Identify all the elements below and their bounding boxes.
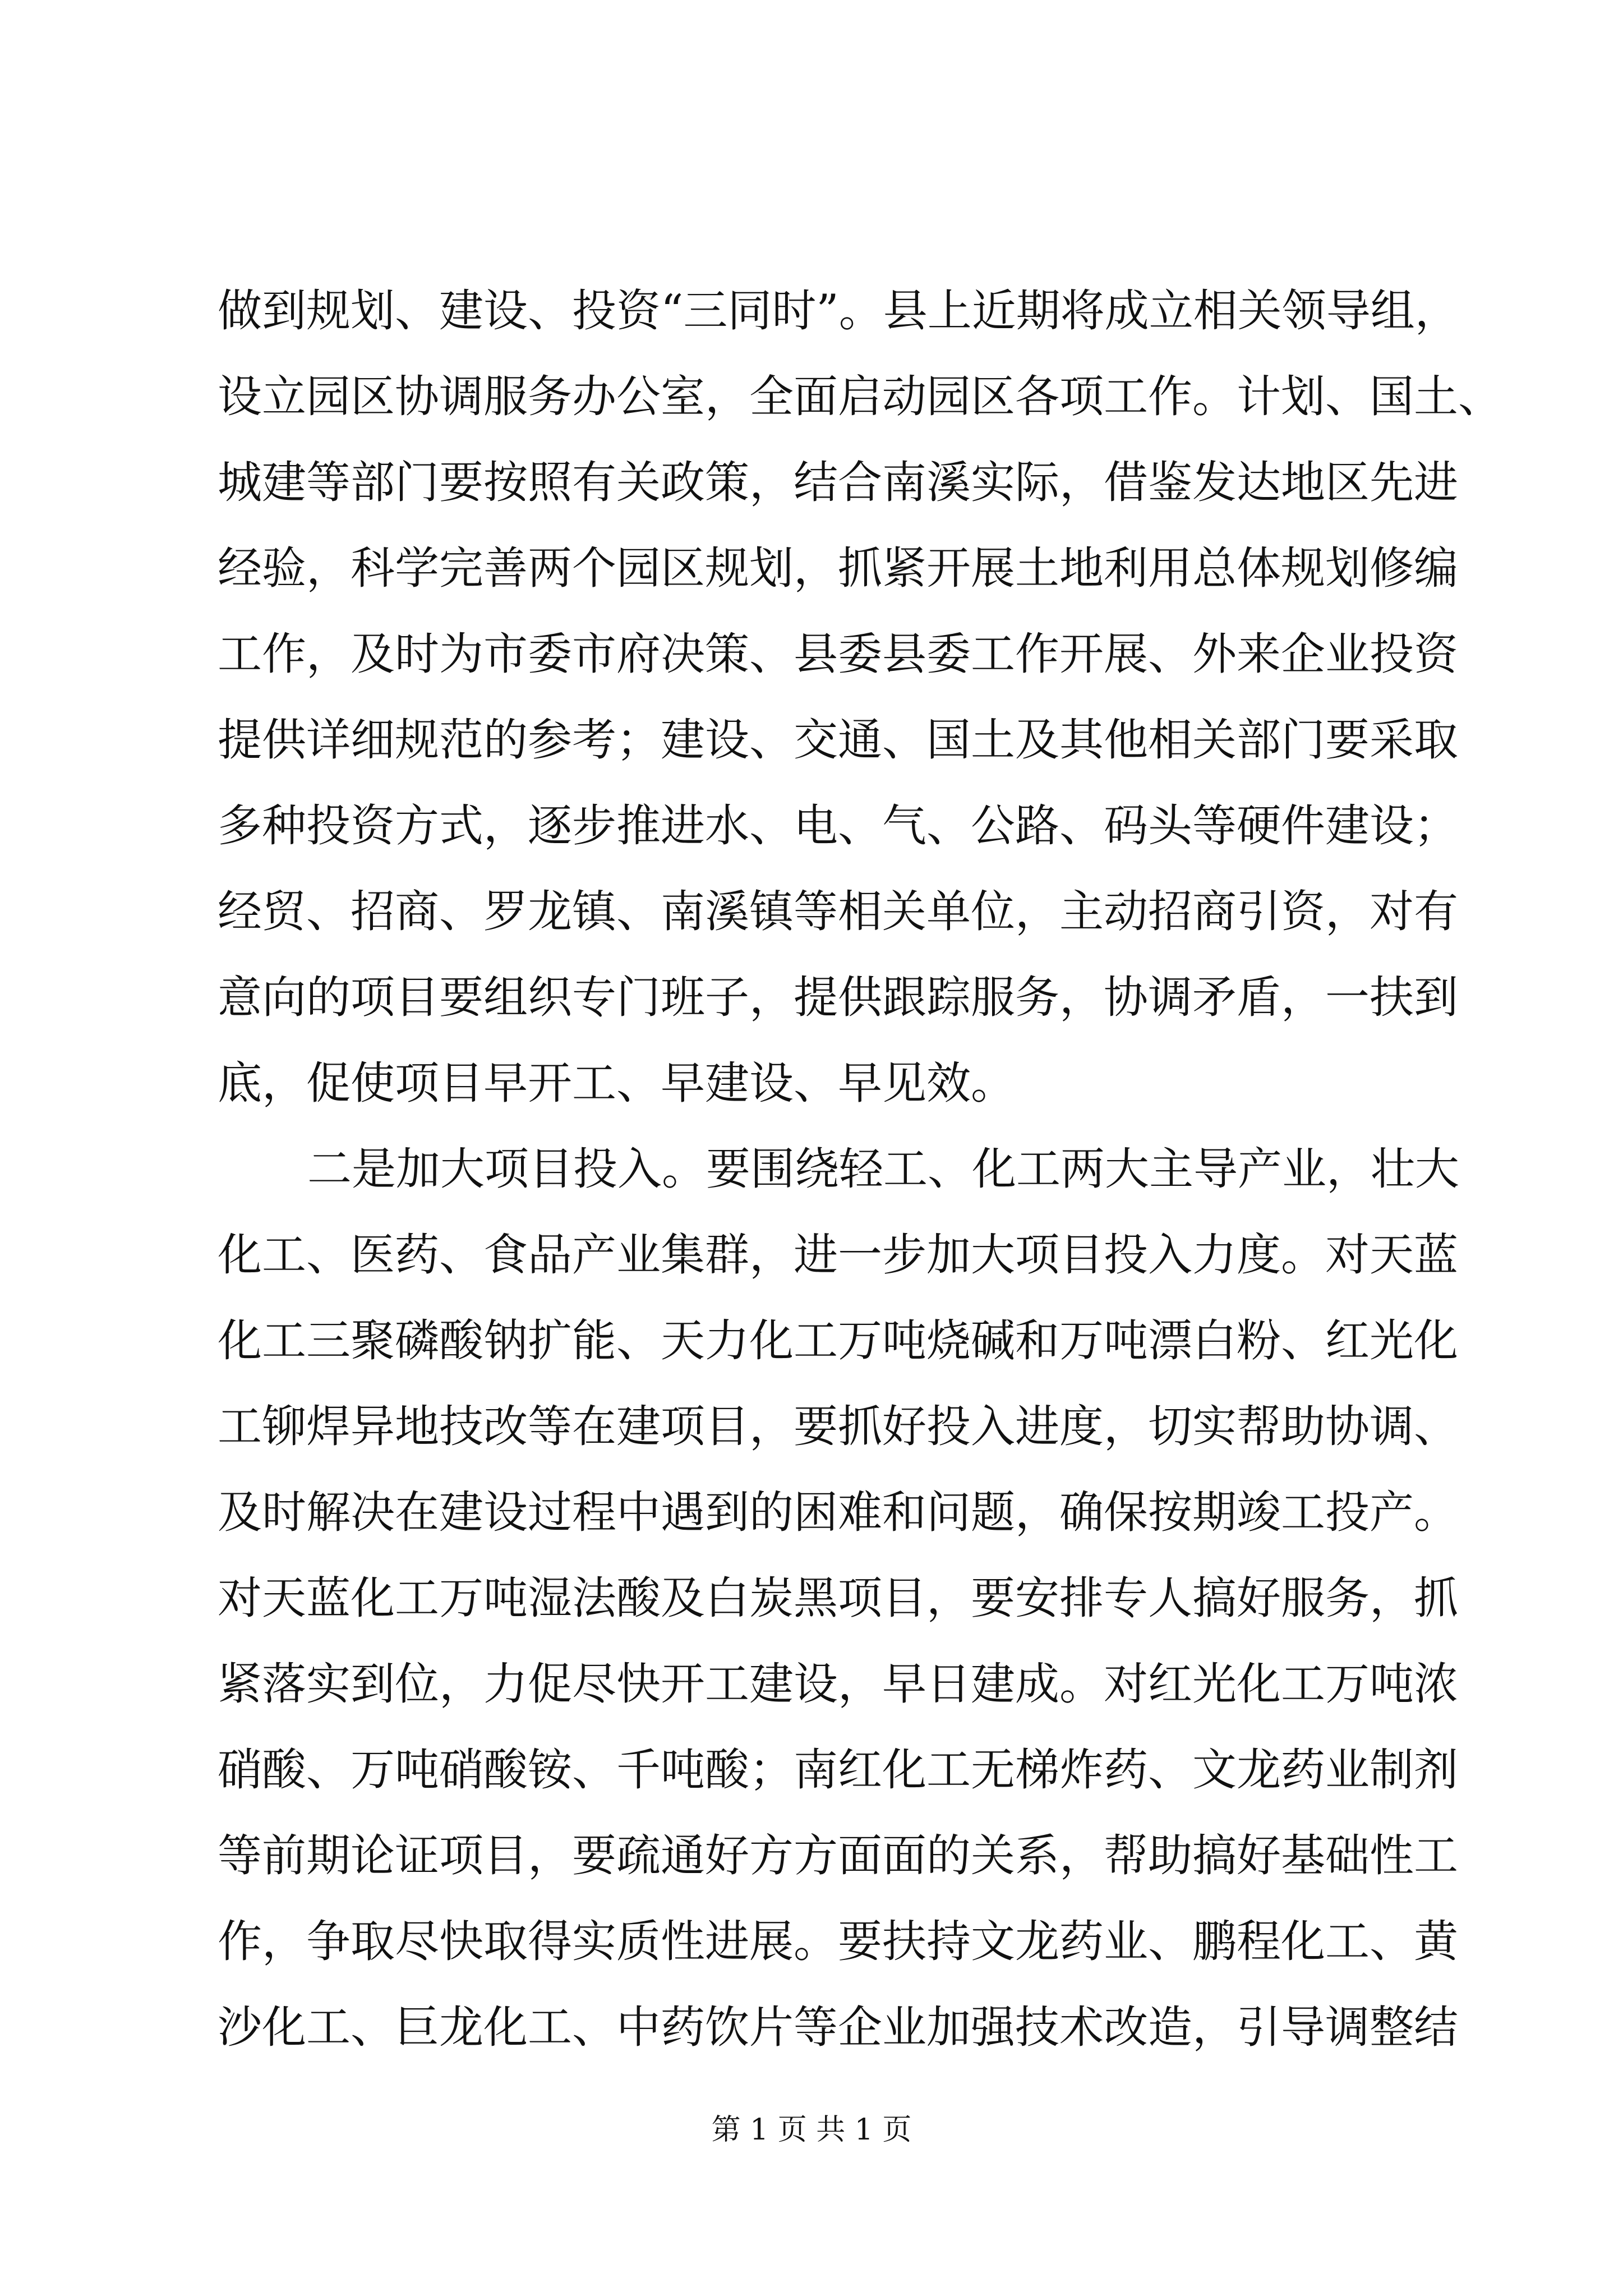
- page-number-footer: 第 1 页 共 1 页: [711, 2113, 912, 2147]
- text-line-indented: 二是加大项目投入。要围绕轻工、化工两大主导产业，壮大: [307, 1143, 1459, 1195]
- text-line: 沙化工、巨龙化工、中药饮片等企业加强技术改造，引导调整结: [218, 2001, 1458, 2053]
- text-line: 提供详细规范的参考；建设、交通、国土及其他相关部门要采取: [218, 714, 1458, 766]
- text-line: 紧落实到位，力促尽快开工建设，早日建成。对红光化工万吨浓: [218, 1658, 1458, 1710]
- text-line: 化工三聚磷酸钠扩能、天力化工万吨烧碱和万吨漂白粉、红光化: [218, 1315, 1458, 1366]
- text-line: 底，促使项目早开工、早建设、早见效。: [218, 1057, 1015, 1109]
- text-line: 化工、医药、食品产业集群，进一步加大项目投入力度。对天蓝: [218, 1229, 1458, 1281]
- text-line: 作，争取尽快取得实质性进展。要扶持文龙药业、鹏程化工、黄: [218, 1916, 1458, 1967]
- text-line: 做到规划、建设、投资“三同时”。县上近期将成立相关领导组，: [218, 285, 1459, 337]
- text-line: 工作，及时为市委市府决策、县委县委工作开展、外来企业投资: [218, 628, 1458, 680]
- text-line: 意向的项目要组织专门班子，提供跟踪服务，协调矛盾，一扶到: [218, 972, 1458, 1023]
- text-line: 等前期论证项目，要疏通好方方面面的关系，帮助搞好基础性工: [218, 1830, 1458, 1881]
- text-line: 硝酸、万吨硝酸铵、千吨酸；南红化工无梯炸药、文龙药业制剂: [218, 1744, 1458, 1796]
- text-line: 及时解决在建设过程中遇到的困难和问题，确保按期竣工投产。: [218, 1487, 1458, 1538]
- text-line: 经验，科学完善两个园区规划，抓紧开展土地利用总体规划修编: [218, 542, 1458, 594]
- text-line: 设立园区协调服务办公室，全面启动园区各项工作。计划、国土、: [218, 371, 1502, 422]
- body-text: [218, 268, 1502, 2070]
- text-line: 工铆焊异地技改等在建项目，要抓好投入进度，切实帮助协调、: [218, 1401, 1458, 1452]
- text-line: 经贸、招商、罗龙镇、南溪镇等相关单位，主动招商引资，对有: [218, 886, 1458, 937]
- text-line: 城建等部门要按照有关政策，结合南溪实际，借鉴发达地区先进: [218, 457, 1458, 508]
- text-line: 多种投资方式，逐步推进水、电、气、公路、码头等硬件建设；: [218, 800, 1458, 852]
- text-line: 对天蓝化工万吨湿法酸及白炭黑项目，要安排专人搞好服务，抓: [218, 1572, 1458, 1624]
